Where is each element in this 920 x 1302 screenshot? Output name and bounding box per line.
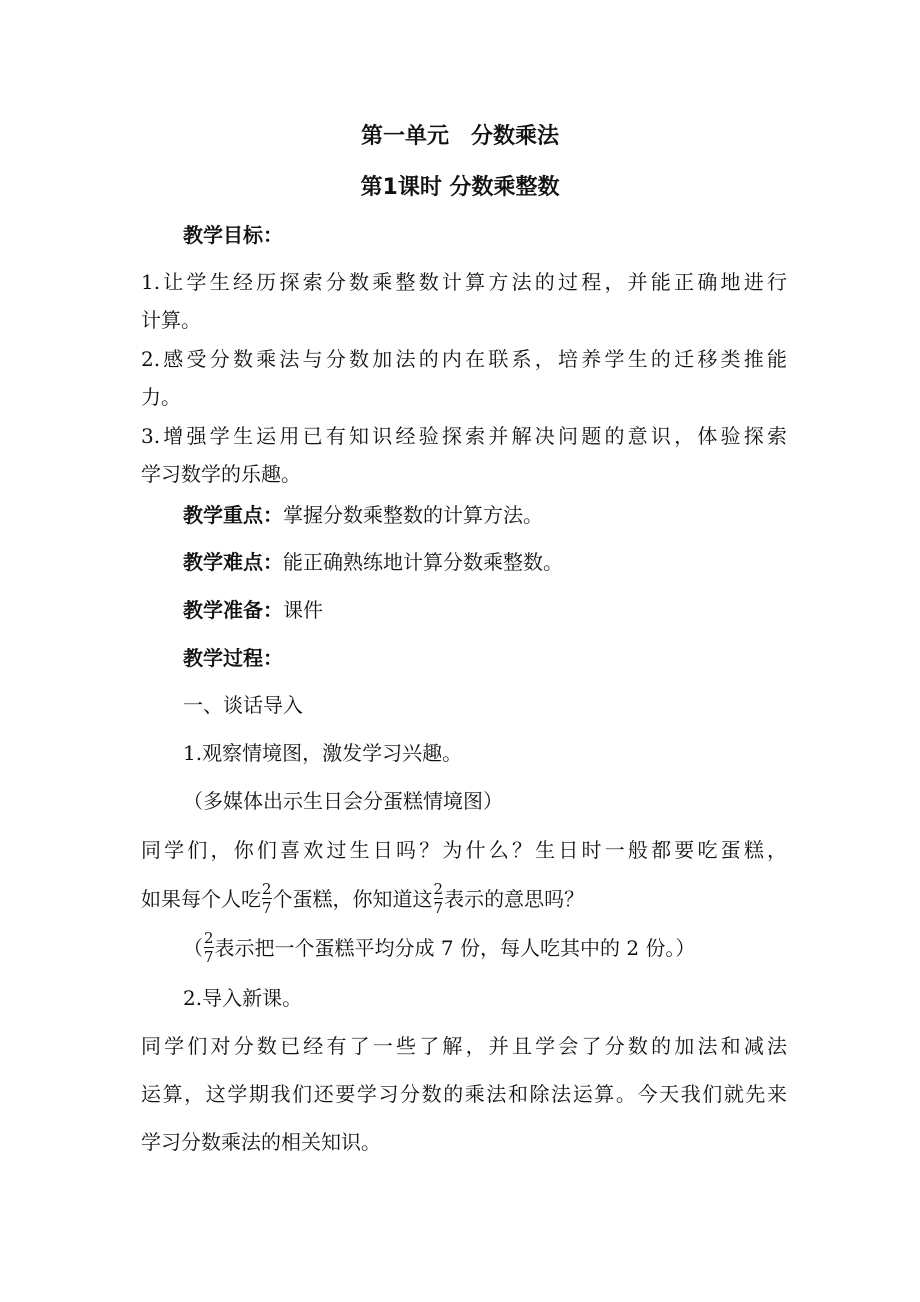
- unit-title: 第一单元 分数乘法: [360, 124, 559, 149]
- paragraph-2-line-3: 学习分数乘法的相关知识。: [141, 1130, 381, 1154]
- note-2: [183, 931, 695, 968]
- fraction-two-sevenths: [434, 880, 444, 917]
- objective-1-line-1: 1.让学生经历探索分数乘整数计算方法的过程，并能正确地进行: [141, 270, 787, 294]
- note-2-text: 表示把一个蛋糕平均分成 7 份，每人吃其中的 2 份。）: [214, 936, 696, 960]
- paragraph-1-text-b: 个蛋糕，你知道这: [272, 887, 433, 911]
- fraction-two-sevenths: [262, 880, 272, 917]
- section-1-heading: 一、谈话导入: [183, 693, 303, 717]
- note-2-open-paren: （: [183, 936, 203, 960]
- fraction-two-sevenths: [204, 929, 214, 966]
- paragraph-1-line-1: 同学们，你们喜欢过生日吗？为什么？生日时一般都要吃蛋糕，: [141, 838, 787, 862]
- objective-3-line-2: 学习数学的乐趣。: [141, 462, 301, 486]
- step-1: 1.观察情境图，激发学习兴趣。: [183, 741, 463, 765]
- difficulty-text: 能正确熟练地计算分数乘整数。: [283, 550, 563, 574]
- preparation-text: 课件: [283, 598, 323, 622]
- preparation-label: 教学准备：: [183, 598, 283, 622]
- fraction-denominator: 7: [433, 899, 444, 917]
- preparation: [183, 597, 323, 623]
- step-2: 2.导入新课。: [183, 986, 303, 1010]
- paragraph-2-line-1: 同学们对分数已经有了一些了解，并且学会了分数的加法和减法: [141, 1034, 787, 1058]
- paragraph-2-line-2: 运算，这学期我们还要学习分数的乘法和除法运算。今天我们就先来: [141, 1082, 787, 1106]
- paragraph-1-text-c: 表示的意思吗？: [444, 887, 585, 911]
- key-point-label: 教学重点：: [183, 503, 283, 527]
- objectives-heading: 教学目标：: [183, 223, 283, 247]
- note-1: （多媒体出示生日会分蛋糕情境图）: [183, 789, 503, 813]
- difficulty-label: 教学难点：: [183, 550, 283, 574]
- key-point-text: 掌握分数乘整数的计算方法。: [283, 503, 543, 527]
- objective-2-line-2: 力。: [141, 385, 181, 409]
- fraction-numerator: 2: [204, 929, 214, 947]
- objective-2-line-1: 2.感受分数乘法与分数加法的内在联系，培养学生的迁移类推能: [141, 347, 787, 371]
- process-heading: 教学过程：: [183, 646, 283, 670]
- fraction-denominator: 7: [204, 948, 214, 966]
- paragraph-1-line-2: [141, 882, 584, 919]
- key-point: [183, 502, 543, 528]
- lesson-title: 第1课时 分数乘整数: [360, 175, 560, 200]
- objective-1-line-2: 计算。: [141, 308, 201, 332]
- paragraph-1-text-a: 如果每个人吃: [141, 887, 261, 911]
- fraction-numerator: 2: [433, 880, 444, 898]
- objective-3-line-1: 3.增强学生运用已有知识经验探索并解决问题的意识，体验探索: [141, 424, 787, 448]
- fraction-numerator: 2: [262, 880, 272, 898]
- difficulty: [183, 549, 563, 575]
- fraction-denominator: 7: [262, 899, 272, 917]
